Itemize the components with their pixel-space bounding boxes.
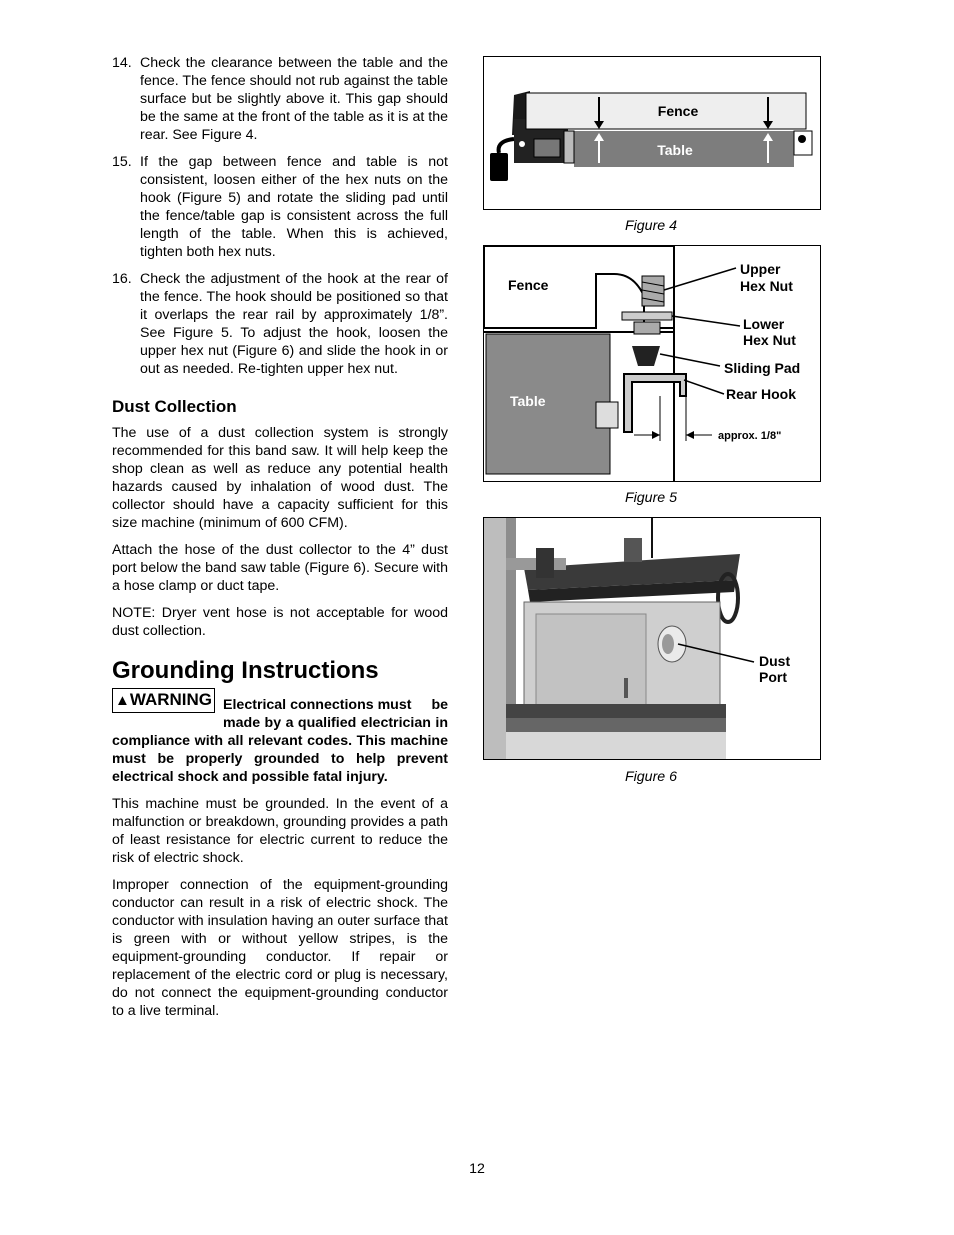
- figure-6-caption: Figure 6: [624, 769, 678, 785]
- figure-5-table-label: Table: [510, 393, 546, 409]
- step-text: Check the adjustment of the hook at the rear of the fence. The hook should be positioned so that it overlaps the rear rail by approximately 1/8”. See Figure 5. To adjust the hook, loosen the upper hex nut (Figure 6) and slide the hook in or out as needed. Re-tighten upper hex nut.: [140, 271, 448, 377]
- warning-badge: [112, 688, 215, 713]
- figure-5-lower-hexnut-label: Hex Nut: [743, 332, 796, 348]
- warning-text-rest: be made by a qualified electrician in compliance with all relevant codes. This machine must be properly grounded to help prevent electrical shock and possible fatal injury.: [112, 697, 448, 785]
- dust-collection-heading: Dust Collection: [112, 397, 237, 416]
- step-text: If the gap between fence and table is not consistent, loosen either of the hex nuts on the hook (Figure 5) and rotate the sliding pad until the fence/table gap is consistent across the full length of the table. When this is achieved, tighten both hex nuts.: [140, 154, 448, 260]
- warning-label: WARNING: [129, 690, 213, 709]
- dust-note: NOTE: Dryer vent hose is not acceptable for wood dust collection.: [112, 605, 448, 639]
- figure-5-illustration: [484, 246, 820, 481]
- figure-5-upper-label: Upper: [740, 261, 781, 277]
- figure-4-fence-label: Fence: [657, 103, 699, 119]
- grounding-paragraph-2: Improper connection of the equipment-grounding conductor can result in a risk of electric shock. The conductor with insulation having an outer surface that is green with or without yellow stripes, is the equipment-grounding conductor. If repair or replacement of the electric cord or plug is necessary, do not connect the equipment-grounding conductor to a live terminal.: [112, 877, 448, 1019]
- figure-6-illustration: [484, 518, 820, 759]
- warning-text-first: Electrical connections must: [223, 697, 412, 713]
- step-15: [112, 153, 448, 261]
- figure-6: [483, 517, 821, 760]
- figure-4: [483, 56, 821, 210]
- figure-4-table-label: Table: [657, 142, 693, 158]
- warning-triangle-icon: ▲: [115, 692, 130, 709]
- grounding-paragraph-1: This machine must be grounded. In the event of a malfunction or breakdown, grounding provides a path of least resistance for electric current to reduce the risk of electric shock.: [112, 796, 448, 866]
- figure-5-lower-label: Lower: [743, 316, 785, 332]
- step-number: 16.: [112, 271, 132, 287]
- dust-paragraph-1: The use of a dust collection system is strongly recommended for this band saw. It will help keep the shop clean as well as reduce any potential health hazards caused by inhalation of wood dust. The collector should have a capacity sufficient for this size machine (minimum of 600 CFM).: [112, 425, 448, 531]
- step-14: [112, 54, 448, 144]
- grounding-heading: Grounding Instructions: [112, 657, 379, 684]
- figure-5-rear-hook-label: Rear Hook: [726, 386, 797, 402]
- figure-4-caption: Figure 4: [624, 218, 678, 234]
- figure-6-dust-label: Dust: [759, 653, 791, 669]
- figure-5-caption: Figure 5: [624, 490, 678, 506]
- left-column: [112, 54, 448, 1029]
- figure-5-upper-hexnut-label: Hex Nut: [740, 278, 793, 294]
- warning-block: [112, 688, 448, 786]
- step-number: 14.: [112, 55, 132, 71]
- dust-paragraph-2: Attach the hose of the dust collector to the 4” dust port below the band saw table (Figure 6). Secure with a hose clamp or duct tape.: [112, 542, 448, 594]
- figure-4-illustration: [484, 57, 820, 209]
- figure-5-gap-label: approx. 1/8": [718, 430, 782, 442]
- step-16: [112, 270, 448, 378]
- page-number: 12: [469, 1161, 485, 1177]
- figure-5: [483, 245, 821, 482]
- figure-6-port-label: Port: [759, 669, 787, 685]
- step-text: Check the clearance between the table and the fence. The fence should not rub against the table surface but be slightly above it. This gap should be the same at the front of the table as it is at the rear. See Figure 4.: [140, 55, 448, 143]
- figure-5-fence-label: Fence: [508, 277, 549, 293]
- step-number: 15.: [112, 154, 132, 170]
- figure-5-sliding-pad-label: Sliding Pad: [724, 360, 801, 376]
